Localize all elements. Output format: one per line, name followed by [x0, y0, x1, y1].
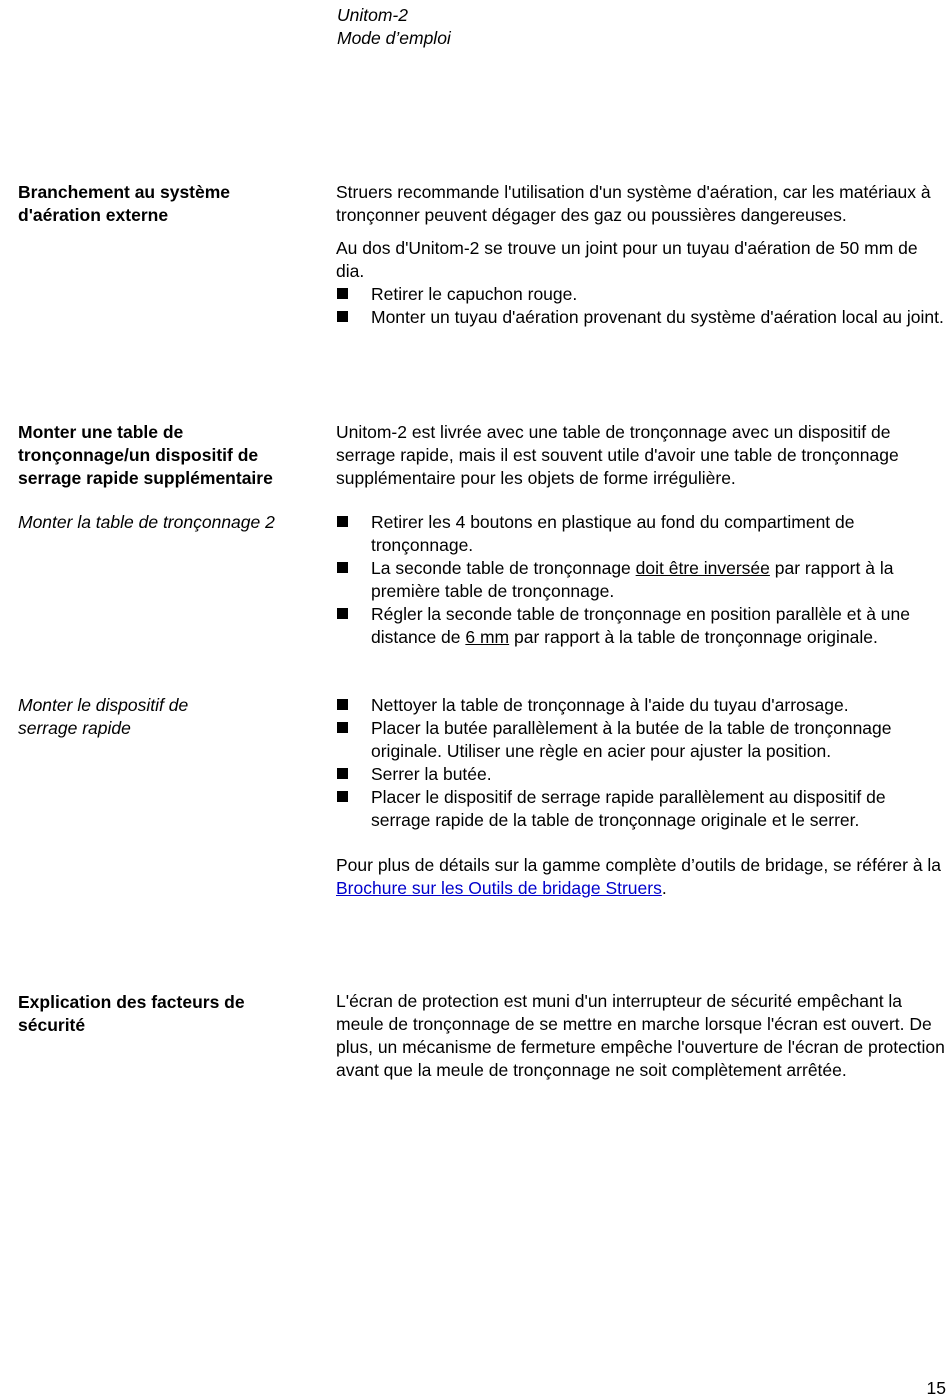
aeration-bullet-list — [336, 283, 948, 329]
section-body-securite — [336, 990, 948, 1082]
bullet-square-icon — [337, 768, 348, 779]
running-header — [337, 4, 451, 50]
section-title-securite: Explication des facteurs de sécurité — [18, 992, 245, 1035]
underlined-emphasis: doit être inversée — [635, 558, 770, 578]
list-item: Régler la seconde table de tronçonnage en position parallèle et à une distance de 6 mm par rapport à la table de tronçonnage originale. — [336, 603, 948, 649]
list-item: Placer le dispositif de serrage rapide parallèlement au dispositif de serrage rapide de la table de tronçonnage originale et le serrer. — [336, 786, 948, 832]
subsection-body-serrage — [336, 694, 948, 900]
list-item: Retirer les 4 boutons en plastique au fond du compartiment de tronçonnage. — [336, 511, 948, 557]
serrage-bullet-list — [336, 694, 948, 832]
underlined-distance: 6 mm — [465, 627, 510, 647]
serrage-details-paragraph: Pour plus de détails sur la gamme complète d’outils de bridage, se référer à la Brochure sur les Outils de bridage Struers. — [336, 855, 942, 898]
aeration-paragraph-1: Struers recommande l'utilisation d'un système d'aération, car les matériaux à tronçonner peuvent dégager des gaz ou poussières dangereuses. — [336, 182, 931, 225]
list-item: Monter un tuyau d'aération provenant du système d'aération local au joint. — [336, 306, 948, 329]
list-item: La seconde table de tronçonnage doit être inversée par rapport à la première table de tronçonnage. — [336, 557, 948, 603]
bullet-square-icon — [337, 791, 348, 802]
header-doc-type: Mode d’emploi — [337, 28, 451, 48]
section-title-monter-table: Monter une table de tronçonnage/un dispositif de serrage rapide supplémentaire — [18, 422, 273, 488]
subsection-label-serrage: Monter le dispositif de serrage rapide — [18, 695, 189, 738]
bullet-square-icon — [337, 722, 348, 733]
section-body-monter-table — [336, 421, 948, 490]
brochure-link[interactable]: Brochure sur les Outils de bridage Struers — [336, 878, 662, 898]
table-2-bullet-list — [336, 511, 948, 649]
subsection-label-table-2: Monter la table de tronçonnage 2 — [18, 512, 275, 532]
list-item: Serrer la butée. — [336, 763, 948, 786]
bullet-square-icon — [337, 608, 348, 619]
section-body-aeration — [336, 181, 948, 329]
bullet-square-icon — [337, 699, 348, 710]
securite-paragraph: L'écran de protection est muni d'un interrupteur de sécurité empêchant la meule de tronçonnage de se mettre en marche lorsque l'écran est ouvert. De plus, un mécanisme de fermeture empêche l'ouverture de l'écran de protection avant que la meule de tronçonnage ne soit complètement arrêtée. — [336, 991, 945, 1080]
bullet-square-icon — [337, 311, 348, 322]
list-item: Placer la butée parallèlement à la butée de la table de tronçonnage originale. Utiliser une règle en acier pour ajuster la position. — [336, 717, 948, 763]
list-item: Retirer le capuchon rouge. — [336, 283, 948, 306]
header-product: Unitom-2 — [337, 5, 408, 25]
bullet-square-icon — [337, 516, 348, 527]
list-item: Nettoyer la table de tronçonnage à l'aide du tuyau d'arrosage. — [336, 694, 948, 717]
page-number: 15 — [926, 1378, 946, 1398]
subsection-body-table-2 — [336, 511, 948, 649]
monter-table-paragraph: Unitom-2 est livrée avec une table de tronçonnage avec un dispositif de serrage rapide, mais il est souvent utile d'avoir une table de tronçonnage supplémentaire pour les objets de forme irrégulière. — [336, 422, 899, 488]
bullet-square-icon — [337, 562, 348, 573]
aeration-paragraph-2: Au dos d'Unitom-2 se trouve un joint pour un tuyau d'aération de 50 mm de dia. — [336, 238, 918, 281]
bullet-square-icon — [337, 288, 348, 299]
section-title-aeration: Branchement au système d'aération externe — [18, 182, 231, 225]
